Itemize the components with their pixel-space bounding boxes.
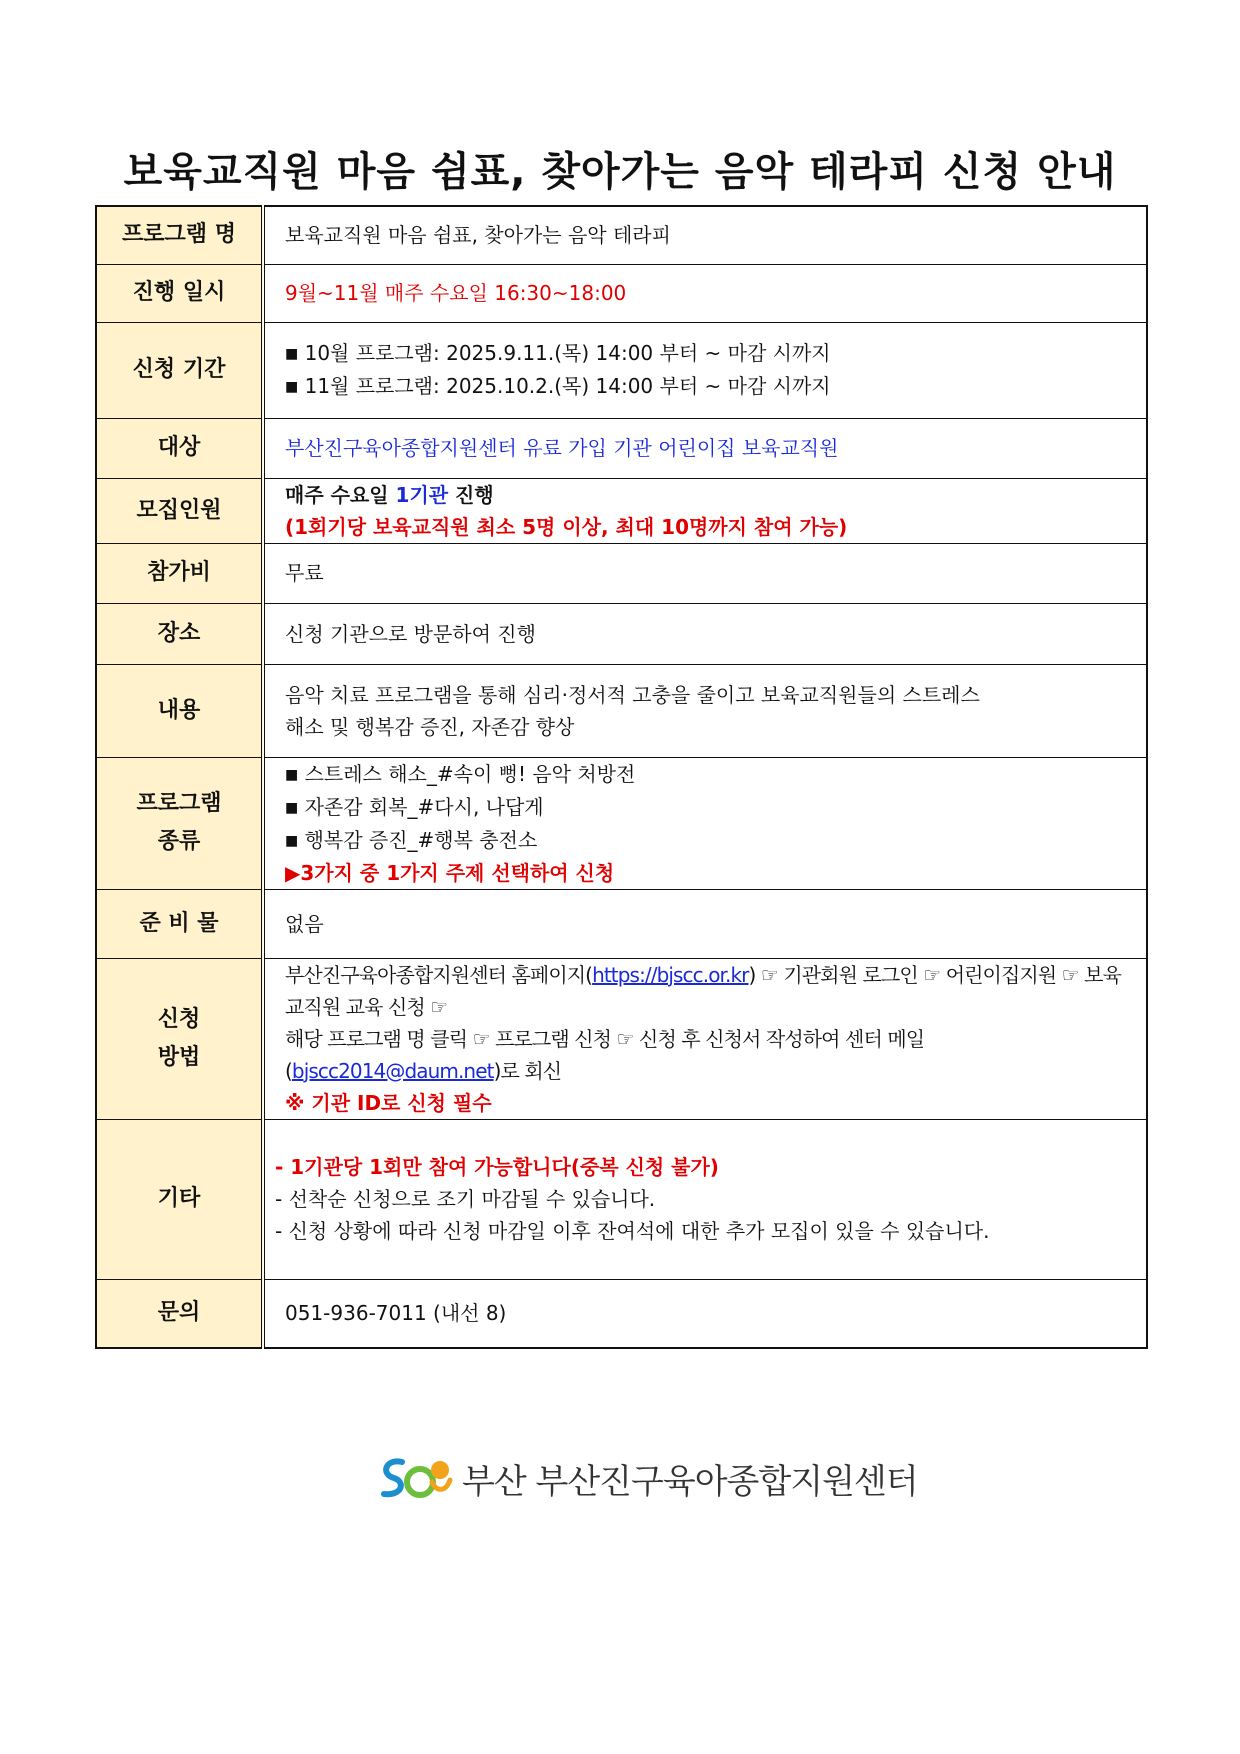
- label-target: 대상: [96, 418, 263, 478]
- label-method: 신청 방법: [96, 958, 263, 1119]
- label-supplies: 준 비 물: [96, 889, 263, 958]
- bullet-icon: ■: [285, 379, 299, 395]
- value-etc: [263, 1119, 1147, 1279]
- arrow-right-icon: ▶: [285, 860, 301, 885]
- label-types: 프로그램 종류: [96, 757, 263, 889]
- row-target: [96, 418, 1147, 478]
- period-item: ■ 11월 프로그램: 2025.10.2.(목) 14:00 부터 ~ 마감 시까지: [285, 374, 831, 398]
- type-item: ■ 스트레스 해소_#속이 뻥! 음악 처방전: [285, 761, 636, 786]
- etc-line: - 선착순 신청으로 조기 마감될 수 있습니다.: [275, 1187, 656, 1211]
- content-line: 음악 치료 프로그램을 통해 심리·정서적 고충을 줄이고 보육교직원들의 스트레스: [285, 682, 980, 707]
- label-etc: 기타: [96, 1119, 263, 1279]
- row-types: [96, 757, 1147, 889]
- row-program: [96, 206, 1147, 264]
- value-method: [263, 958, 1147, 1119]
- label-content: 내용: [96, 664, 263, 757]
- label-place: 장소: [96, 603, 263, 664]
- bullet-icon: ■: [285, 799, 299, 816]
- type-item: ■ 행복감 증진_#행복 충전소: [285, 827, 538, 852]
- value-period: [263, 322, 1147, 418]
- row-recruit: [96, 478, 1147, 543]
- type-item: ■ 자존감 회복_#다시, 나답게: [285, 794, 544, 819]
- method-note: ※ 기관 ID로 신청 필수: [285, 1090, 492, 1115]
- label-contact: 문의: [96, 1279, 263, 1348]
- label-period: 신청 기간: [96, 322, 263, 418]
- footer-org-name: 부산 부산진구육아종합지원센터: [462, 1461, 918, 1502]
- value-program: 보육교직원 마음 쉼표, 찾아가는 음악 테라피: [263, 206, 1147, 264]
- label-schedule: 진행 일시: [96, 264, 263, 322]
- etc-line: - 1기관당 1회만 참여 가능합니다(중복 신청 불가): [275, 1155, 719, 1179]
- row-supplies: [96, 889, 1147, 958]
- label-fee: 참가비: [96, 543, 263, 603]
- row-etc: [96, 1119, 1147, 1279]
- value-types: [263, 757, 1147, 889]
- value-fee: 무료: [263, 543, 1147, 603]
- bullet-icon: ■: [285, 766, 299, 783]
- value-supplies: 없음: [263, 889, 1147, 958]
- recruit-note: (1회기당 보육교직원 최소 5명 이상, 최대 10명까지 참여 가능): [285, 514, 848, 539]
- row-method: [96, 958, 1147, 1119]
- row-place: [96, 603, 1147, 664]
- homepage-link[interactable]: https://bjscc.or.kr: [592, 962, 749, 987]
- type-note: ▶3가지 중 1가지 주제 선택하여 신청: [285, 860, 615, 885]
- page-title: 보육교직원 마음 쉼표, 찾아가는 음악 테라피 신청 안내: [123, 149, 1117, 195]
- value-content: [263, 664, 1147, 757]
- row-period: [96, 322, 1147, 418]
- etc-line: - 신청 상황에 따라 신청 마감일 이후 잔여석에 대한 추가 모집이 있을 수 있습니다.: [275, 1219, 990, 1243]
- row-schedule: [96, 264, 1147, 322]
- bullet-icon: ■: [285, 832, 299, 849]
- value-schedule: 9월~11월 매주 수요일 16:30~18:00: [263, 264, 1147, 322]
- center-logo-icon: [376, 1452, 454, 1504]
- email-link[interactable]: bjscc2014@daum.net: [291, 1058, 494, 1083]
- value-target: 부산진구육아종합지원센터 유료 가입 기관 어린이집 보육교직원: [263, 418, 1147, 478]
- row-contact: [96, 1279, 1147, 1348]
- period-item: ■ 10월 프로그램: 2025.9.11.(목) 14:00 부터 ~ 마감 시까지: [285, 341, 831, 365]
- recruit-line: 매주 수요일 1기관 진행: [285, 482, 494, 507]
- label-program: 프로그램 명: [96, 206, 263, 264]
- content-line: 해소 및 행복감 증진, 자존감 향상: [285, 714, 575, 739]
- row-fee: [96, 543, 1147, 603]
- label-recruit: 모집인원: [96, 478, 263, 543]
- method-line: 해당 프로그램 명 클릭 ☞ 프로그램 신청 ☞ 신청 후 신청서 작성하여 센터 메일(bjscc2014@daum.net)로 회신: [285, 1026, 925, 1083]
- row-content: [96, 664, 1147, 757]
- footer-logo: [376, 1450, 918, 1506]
- value-contact: 051-936-7011 (내선 8): [263, 1279, 1147, 1348]
- info-table: [95, 205, 1148, 1349]
- method-line: 부산진구육아종합지원센터 홈페이지(https://bjscc.or.kr) ☞ 기관회원 로그인 ☞ 어린이집지원 ☞ 보육교직원 교육 신청 ☞: [285, 962, 1121, 1019]
- value-recruit: [263, 478, 1147, 543]
- bullet-icon: ■: [285, 346, 299, 362]
- value-place: 신청 기관으로 방문하여 진행: [263, 603, 1147, 664]
